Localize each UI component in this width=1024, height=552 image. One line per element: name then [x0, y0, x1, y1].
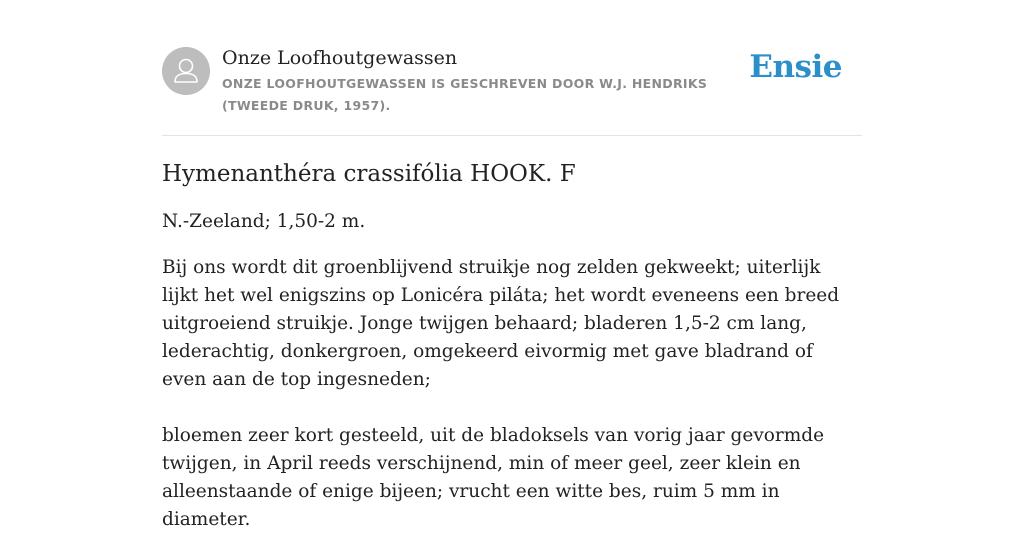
- user-silhouette-icon: [162, 47, 210, 95]
- author-description: ONZE LOOFHOUTGEWASSEN IS GESCHREVEN DOOR W.J. HENDRIKS (TWEEDE DRUK, 1957).: [222, 76, 708, 113]
- article-paragraph: N.-Zeeland; 1,50-2 m.: [162, 211, 366, 232]
- author-name-link[interactable]: Onze Loofhoutgewassen: [222, 47, 458, 69]
- source-header: [162, 45, 862, 135]
- brand-logo[interactable]: Ensie: [749, 49, 842, 85]
- article-paragraph: bloemen zeer kort gesteeld, uit de bladoksels van vorig jaar gevormde twijgen, in April reeds verschijnend, min of meer geel, zeer klein en alleenstaande of enige bijeen; vrucht een witte bes, ruim 5 mm in diameter.: [162, 425, 825, 530]
- avatar[interactable]: [162, 47, 210, 95]
- header-divider: [162, 135, 862, 136]
- article-paragraph: Bij ons wordt dit groenblijvend struikje nog zelden gekweekt; uiterlijk lijkt het wel enigszins op Lonicéra piláta; het wordt eveneens een breed uitgroeiend struikje. Jonge twijgen behaard; bladeren 1,5-2 cm lang, lederachtig, donkergroen, omgekeerd eivormig met gave bladrand of even aan de top ingesneden;: [162, 257, 840, 390]
- article-title: Hymenanthéra crassifólia HOOK. F: [162, 161, 576, 187]
- article-content: [162, 158, 862, 552]
- author-block: [222, 45, 752, 117]
